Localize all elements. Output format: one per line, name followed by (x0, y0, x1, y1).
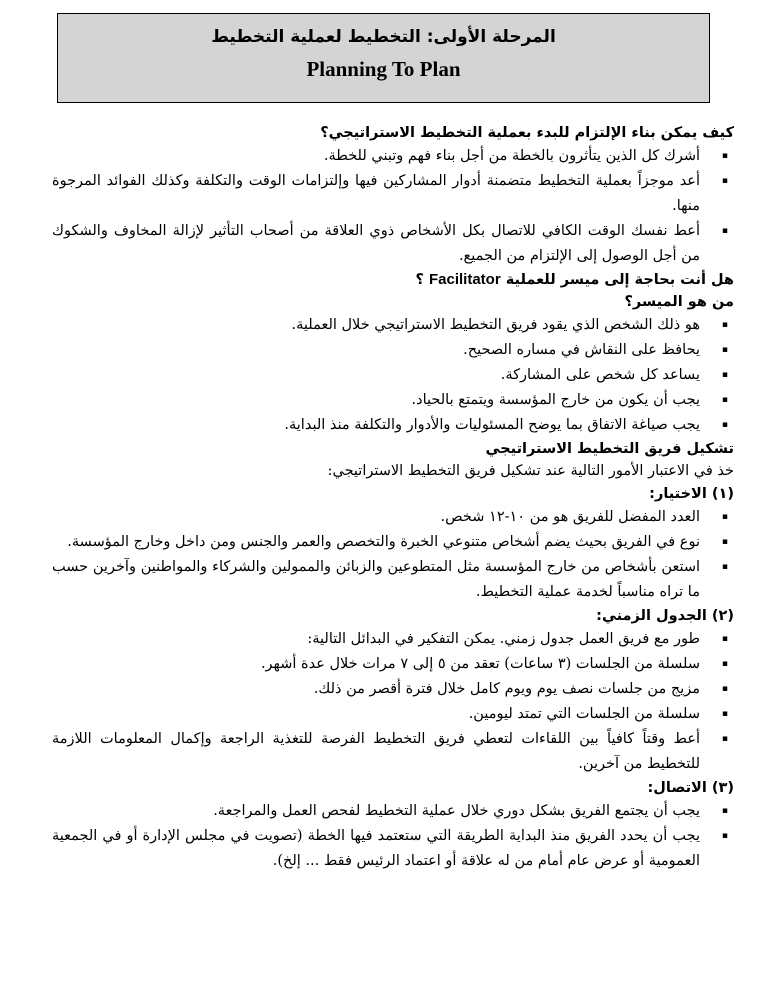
facilitator-subheading: من هو الميسر؟ (624, 294, 734, 310)
list-item: ▪ يجب أن يحدد الفريق منذ البداية الطريقة التي ستعتمد فيها الخطة (تصويت في مجلس الإدارة أو في الجمعية العمومية أو عرض عام أمام من له علاقة أو اعتماد الرئيس فقط ... إلخ). (44, 824, 734, 874)
bullet-icon: ▪ (721, 395, 728, 405)
bullet-icon: ▪ (721, 151, 728, 161)
communication-list (44, 799, 734, 874)
team-intro: خذ في الاعتبار الأمور التالية عند تشكيل فريق التخطيط الاستراتيجي: (327, 463, 734, 479)
selection-heading: (١) الاختيار: (649, 486, 734, 502)
list-item: ▪ أعد موجزاً بعملية التخطيط متضمنة أدوار المشاركين فيها وإلتزامات الوقت والتكلفة وكذلك الفوائد المرجوة منها. (44, 169, 734, 219)
list-item: ▪ أعط نفسك الوقت الكافي للاتصال بكل الأشخاص ذوي العلاقة من أصحاب التأثير لإزالة المخاوف والشكوك من أجل الوصول إلى الإلتزام من الجميع. (44, 219, 734, 269)
commitment-list (44, 144, 734, 269)
list-item: ▪ أشرك كل الذين يتأثرون بالخطة من أجل بناء فهم وتبني للخطة. (44, 144, 734, 169)
document-body (44, 122, 734, 874)
bullet-icon: ▪ (721, 709, 728, 719)
list-item: ▪ سلسلة من الجلسات (٣ ساعات) تعقد من ٥ إلى ٧ مرات خلال عدة أشهر. (44, 652, 734, 677)
bullet-icon: ▪ (721, 420, 728, 430)
bullet-icon: ▪ (721, 806, 728, 816)
bullet-icon: ▪ (721, 512, 728, 522)
bullet-icon: ▪ (721, 345, 728, 355)
bullet-icon: ▪ (721, 370, 728, 380)
team-heading: تشكيل فريق التخطيط الاستراتيجي (485, 441, 734, 457)
communication-heading: (٣) الاتصال: (647, 780, 734, 796)
bullet-icon: ▪ (721, 659, 728, 669)
bullet-icon: ▪ (721, 537, 728, 547)
list-item: ▪ يساعد كل شخص على المشاركة. (44, 363, 734, 388)
list-item: ▪ يجب أن يجتمع الفريق بشكل دوري خلال عملية التخطيط لفحص العمل والمراجعة. (44, 799, 734, 824)
selection-list (44, 505, 734, 605)
list-item: ▪ مزيج من جلسات نصف يوم ويوم كامل خلال فترة أقصر من ذلك. (44, 677, 734, 702)
list-item: ▪ يجب أن يكون من خارج المؤسسة ويتمتع بالحياد. (44, 388, 734, 413)
title-box (57, 13, 710, 103)
commitment-heading: كيف يمكن بناء الإلتزام للبدء بعملية التخطيط الاستراتيجي؟ (320, 125, 734, 141)
bullet-icon: ▪ (721, 226, 728, 236)
bullet-icon: ▪ (721, 734, 728, 744)
list-item: ▪ يجب صياغة الاتفاق بما يوضح المسئوليات والأدوار والتكلفة منذ البداية. (44, 413, 734, 438)
bullet-icon: ▪ (721, 684, 728, 694)
bullet-icon: ▪ (721, 176, 728, 186)
list-item: ▪ يحافظ على النقاش في مساره الصحيح. (44, 338, 734, 363)
list-item: ▪ طور مع فريق العمل جدول زمني. يمكن التفكير في البدائل التالية: (44, 627, 734, 652)
facilitator-list (44, 313, 734, 438)
list-item: ▪ العدد المفضل للفريق هو من ١٠-١٢ شخص. (44, 505, 734, 530)
bullet-icon: ▪ (721, 562, 728, 572)
page-title-english: Planning To Plan (306, 57, 461, 81)
bullet-icon: ▪ (721, 634, 728, 644)
list-item: ▪ هو ذلك الشخص الذي يقود فريق التخطيط الاستراتيجي خلال العملية. (44, 313, 734, 338)
bullet-icon: ▪ (721, 831, 728, 841)
list-item: ▪ نوع في الفريق بحيث يضم أشخاص متنوعي الخبرة والتخصص والعمر والجنس ومن داخل وخارج المؤسسة. (44, 530, 734, 555)
list-item: ▪ أعط وقتاً كافياً بين اللقاءات لتعطي فريق التخطيط الفرصة للتغذية الراجعة وإكمال المعلومات اللازمة للتخطيط من آخرين. (44, 727, 734, 777)
list-item: ▪ سلسلة من الجلسات التي تمتد ليومين. (44, 702, 734, 727)
list-item: ▪ استعن بأشخاص من خارج المؤسسة مثل المتطوعين والزبائن والممولين والشركاء والمواطنين وآخرين حسب ما تراه مناسباً لخدمة عملية التخطيط. (44, 555, 734, 605)
bullet-icon: ▪ (721, 320, 728, 330)
page-title-arabic: المرحلة الأولى: التخطيط لعملية التخطيط (211, 27, 556, 47)
schedule-heading: (٢) الجدول الزمني: (596, 608, 734, 624)
facilitator-heading: هل أنت بحاجة إلى ميسر للعملية Facilitator ؟ (415, 271, 734, 288)
schedule-list (44, 627, 734, 777)
